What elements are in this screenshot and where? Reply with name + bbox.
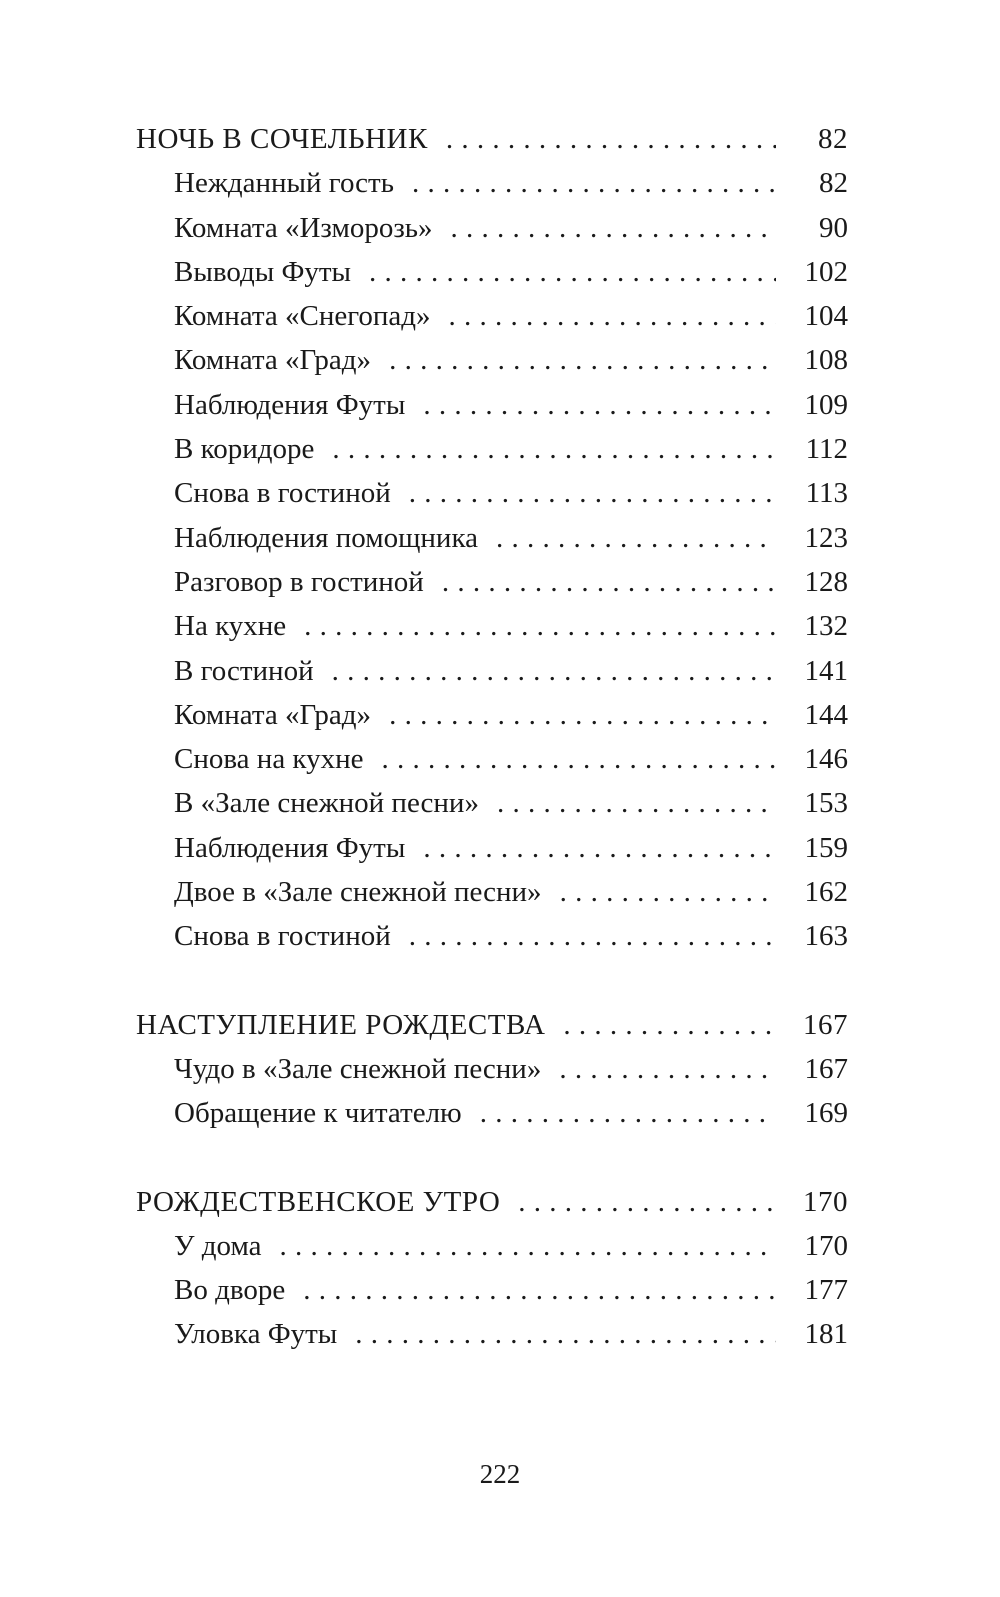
toc-heading bbox=[136, 117, 848, 161]
toc-entry-title: Снова на кухне bbox=[174, 743, 364, 776]
dot-leader bbox=[332, 427, 776, 471]
dot-leader bbox=[518, 1180, 776, 1224]
toc-entry-title: Снова в гостиной bbox=[174, 920, 391, 953]
toc-entry-title: Снова в гостиной bbox=[174, 477, 391, 510]
toc-entry bbox=[136, 250, 848, 294]
toc-entry-title: Во дворе bbox=[174, 1274, 286, 1307]
toc-entry-page: 146 bbox=[804, 743, 848, 776]
dot-leader bbox=[496, 516, 776, 560]
toc-entry-title: Выводы Футы bbox=[174, 255, 352, 288]
toc-entry-page: 102 bbox=[804, 255, 848, 288]
toc-entry-page: 112 bbox=[805, 433, 848, 466]
dot-leader bbox=[480, 1091, 776, 1135]
dot-leader bbox=[382, 737, 776, 781]
toc-entry-page: 109 bbox=[804, 388, 848, 421]
toc-entry bbox=[136, 1047, 848, 1091]
toc-section bbox=[136, 1003, 848, 1136]
dot-leader bbox=[559, 1047, 776, 1091]
dot-leader bbox=[423, 826, 776, 870]
toc-entry bbox=[136, 161, 848, 205]
toc-entry-page: 132 bbox=[804, 610, 848, 643]
toc-entry-page: 128 bbox=[804, 565, 848, 598]
toc-entry-title: Наблюдения Футы bbox=[174, 388, 406, 421]
table-of-contents bbox=[136, 117, 848, 1357]
dot-leader bbox=[446, 117, 776, 161]
toc-entry bbox=[136, 914, 848, 958]
toc-entry-title: Уловка Футы bbox=[174, 1318, 338, 1351]
toc-entry-page: 170 bbox=[804, 1229, 848, 1262]
toc-entry bbox=[136, 338, 848, 382]
toc-entry-title: В «Зале снежной песни» bbox=[174, 787, 479, 820]
toc-entry bbox=[136, 427, 848, 471]
dot-leader bbox=[369, 250, 776, 294]
toc-entry-page: 181 bbox=[804, 1318, 848, 1351]
toc-entry bbox=[136, 781, 848, 825]
toc-entry bbox=[136, 383, 848, 427]
toc-entry-title: Комната «Изморозь» bbox=[174, 211, 433, 244]
toc-entry bbox=[136, 516, 848, 560]
toc-entry bbox=[136, 1268, 848, 1312]
toc-entry-page: 82 bbox=[819, 167, 848, 200]
toc-heading-page: 82 bbox=[818, 123, 848, 155]
toc-entry-title: Двое в «Зале снежной песни» bbox=[174, 876, 542, 909]
dot-leader bbox=[303, 1268, 776, 1312]
toc-entry-page: 163 bbox=[804, 920, 848, 953]
toc-entry-page: 104 bbox=[804, 300, 848, 333]
dot-leader bbox=[280, 1224, 776, 1268]
dot-leader bbox=[389, 693, 776, 737]
dot-leader bbox=[423, 383, 776, 427]
toc-entry-title: Комната «Град» bbox=[174, 698, 372, 731]
toc-entry bbox=[136, 604, 848, 648]
dot-leader bbox=[409, 471, 776, 515]
dot-leader bbox=[412, 161, 776, 205]
dot-leader bbox=[560, 870, 776, 914]
toc-heading bbox=[136, 1180, 848, 1224]
toc-entry-title: У дома bbox=[174, 1229, 262, 1262]
dot-leader bbox=[304, 604, 776, 648]
toc-entry-page: 153 bbox=[804, 787, 848, 820]
toc-entry-title: Нежданный гость bbox=[174, 167, 394, 200]
toc-entry-title: Чудо в «Зале снежной песни» bbox=[174, 1052, 542, 1085]
toc-entry bbox=[136, 870, 848, 914]
toc-entry-page: 162 bbox=[804, 876, 848, 909]
toc-entry-page: 144 bbox=[804, 698, 848, 731]
dot-leader bbox=[389, 338, 776, 382]
toc-entry-title: В гостиной bbox=[174, 654, 314, 687]
toc-entry-title: Наблюдения Футы bbox=[174, 831, 406, 864]
dot-leader bbox=[497, 781, 776, 825]
toc-entry bbox=[136, 206, 848, 250]
toc-entry-title: Комната «Град» bbox=[174, 344, 372, 377]
dot-leader bbox=[355, 1312, 776, 1356]
toc-entry-title: Разговор в гостиной bbox=[174, 565, 424, 598]
toc-entry bbox=[136, 826, 848, 870]
toc-entry bbox=[136, 294, 848, 338]
toc-entry-title: На кухне bbox=[174, 610, 287, 643]
toc-entry-title: Комната «Снегопад» bbox=[174, 300, 431, 333]
dot-leader bbox=[409, 914, 776, 958]
toc-entry-page: 113 bbox=[805, 477, 848, 510]
toc-entry bbox=[136, 737, 848, 781]
toc-heading bbox=[136, 1003, 848, 1047]
toc-entry bbox=[136, 1312, 848, 1356]
toc-entry-page: 177 bbox=[804, 1274, 848, 1307]
toc-entry bbox=[136, 649, 848, 693]
toc-entry-page: 159 bbox=[804, 831, 848, 864]
toc-heading-title: РОЖДЕСТВЕНСКОЕ УТРО bbox=[136, 1185, 501, 1218]
toc-entry-page: 90 bbox=[819, 211, 848, 244]
page-number: 222 bbox=[479, 1459, 521, 1489]
toc-entry bbox=[136, 560, 848, 604]
toc-entry-page: 167 bbox=[804, 1052, 848, 1085]
toc-entry-title: Наблюдения помощника bbox=[174, 521, 478, 554]
toc-entry-page: 141 bbox=[804, 654, 848, 687]
toc-section bbox=[136, 1180, 848, 1357]
toc-heading-title: НАСТУПЛЕНИЕ РОЖДЕСТВА bbox=[136, 1008, 546, 1041]
dot-leader bbox=[332, 649, 776, 693]
toc-entry bbox=[136, 693, 848, 737]
toc-entry-page: 169 bbox=[804, 1097, 848, 1130]
toc-heading-page: 170 bbox=[803, 1185, 848, 1218]
dot-leader bbox=[451, 206, 776, 250]
dot-leader bbox=[449, 294, 776, 338]
toc-entry bbox=[136, 1091, 848, 1135]
toc-heading-title: НОЧЬ В СОЧЕЛЬНИК bbox=[136, 123, 428, 155]
toc-entry-page: 108 bbox=[804, 344, 848, 377]
toc-heading-page: 167 bbox=[803, 1008, 848, 1041]
toc-entry-title: В коридоре bbox=[174, 433, 315, 466]
toc-entry-page: 123 bbox=[804, 521, 848, 554]
dot-leader bbox=[563, 1003, 776, 1047]
toc-section bbox=[136, 117, 848, 959]
toc-entry bbox=[136, 471, 848, 515]
toc-entry bbox=[136, 1224, 848, 1268]
dot-leader bbox=[442, 560, 776, 604]
toc-entry-title: Обращение к читателю bbox=[174, 1097, 462, 1130]
